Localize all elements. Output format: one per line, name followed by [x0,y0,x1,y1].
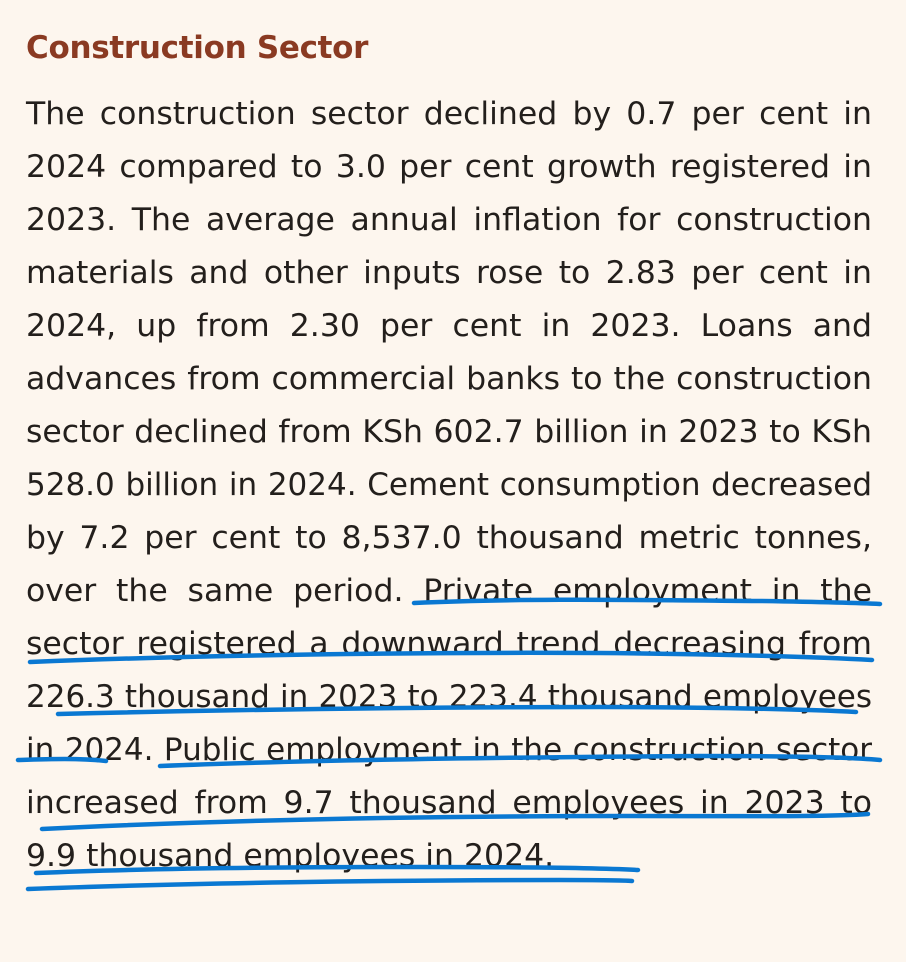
text-line: 2024 compared to 3.0 per cent growth registered in [26,149,872,185]
text-line: 2023. The average annual inflation for construction [26,202,872,238]
section-heading: Construction Sector [26,30,369,66]
text-line: The construction sector declined by 0.7 per cent in [26,96,872,132]
underline-stroke [28,880,632,889]
text-line: sector registered a downward trend decreasing from [26,626,872,662]
text-line: 2024, up from 2.30 per cent in 2023. Loans and [26,308,872,344]
text-line: 528.0 billion in 2024. Cement consumption decreased [26,467,872,503]
text-line: 9.9 thousand employees in 2024. [26,838,555,874]
text-line: by 7.2 per cent to 8,537.0 thousand metric tonnes, [26,520,872,556]
text-line: materials and other inputs rose to 2.83 per cent in [26,255,872,291]
text-line: 226.3 thousand in 2023 to 223.4 thousand employees [26,679,872,715]
text-line: sector declined from KSh 602.7 billion in 2023 to KSh [26,414,872,450]
text-line: in 2024. Public employment in the construction sector [26,732,872,768]
text-line: over the same period. Private employment in the [26,573,872,609]
text-line: advances from commercial banks to the construction [26,361,872,397]
text-line: increased from 9.7 thousand employees in 2023 to [26,785,872,821]
